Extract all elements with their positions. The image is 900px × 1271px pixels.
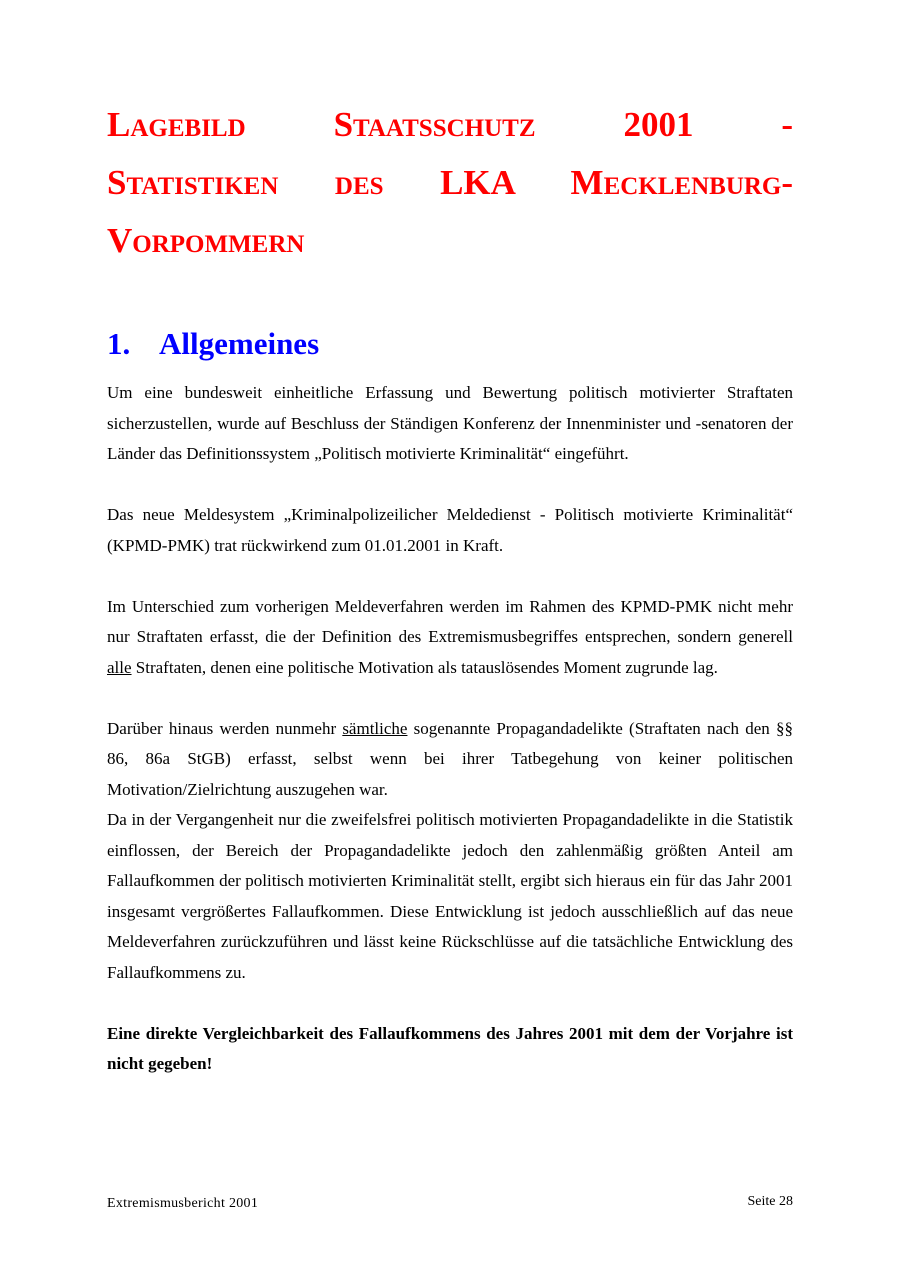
title-word: Lagebild	[107, 105, 246, 144]
title-word: LKA	[440, 163, 514, 202]
title-word: 2001	[623, 105, 694, 144]
footer-report-title: Extremismusbericht 2001	[107, 1196, 259, 1211]
document-title	[107, 96, 793, 270]
paragraph-2: Das neue Meldesystem „Kriminalpolizeilicher Meldedienst - Politisch motivierte Kriminalität“ (KPMD-PMK) trat rückwirkend zum 01.01.2001 in Kraft.	[107, 505, 793, 555]
paragraph-6-bold-note: Eine direkte Vergleichbarkeit des Fallaufkommens des Jahres 2001 mit dem der Vorjahre ist nicht gegeben!	[107, 1023, 793, 1073]
title-line-2	[107, 154, 793, 212]
paragraph-3	[107, 592, 793, 684]
section-title: Allgemeines	[159, 326, 320, 361]
paragraph-4	[107, 714, 793, 806]
title-line-1	[107, 96, 793, 154]
section-heading	[107, 326, 319, 362]
paragraph-3-text: Im Unterschied zum vorherigen Meldeverfahren werden im Rahmen des KPMD-PMK nicht mehr nur Straftaten erfasst, die der Definition des Extremismusbegriffes entsprechen, sondern generell	[107, 596, 793, 646]
title-line-3	[107, 212, 793, 270]
paragraph-4-text: Darüber hinaus werden nunmehr	[107, 718, 343, 738]
paragraph-1: Um eine bundesweit einheitliche Erfassung und Bewertung politisch motivierter Straftaten sicherzustellen, wurde auf Beschluss der Ständigen Konferenz der Innenminister und -senatoren der Länder das Definitionssystem „Politisch motivierte Kriminalität“ eingeführt.	[107, 383, 793, 463]
paragraph-3-text-end: Straftaten, denen eine politische Motivation als tatauslösendes Moment zugrunde lag.	[131, 657, 718, 677]
title-word: des	[334, 163, 384, 202]
body-text	[107, 378, 793, 1080]
title-word: Statistiken	[107, 163, 279, 202]
paragraph-5: Da in der Vergangenheit nur die zweifelsfrei politisch motivierten Propagandadelikte in die Statistik einflossen, der Bereich der Propagandadelikte jedoch den zahlenmäßig größten Anteil am Fallaufkommen der politisch motivierten Kriminalität stellt, ergibt sich hieraus ein für das Jahr 2001 insgesamt vergrößertes Fallaufkommen. Diese Entwicklung ist jedoch ausschließlich auf das neue Meldeverfahren zurückzuführen und lässt keine Rückschlüsse auf die tatsächliche Entwicklung des Fallaufkommens zu.	[107, 810, 793, 982]
section-number: 1.	[107, 326, 131, 361]
title-word: -	[781, 105, 794, 144]
title-word: Vorpommern	[107, 221, 305, 260]
emphasis-alle: alle	[107, 657, 132, 677]
paragraph-4-text-end: sogenannte Propagandadelikte (Straftaten nach den §§ 86, 86a StGB) erfasst, selbst wenn bei ihrer Tatbegehung von keiner politischen Motivation/Zielrichtung auszugehen war.	[107, 718, 793, 799]
title-word: Staatsschutz	[333, 105, 536, 144]
emphasis-saemtliche: sämtliche	[342, 718, 408, 738]
title-word: Mecklenburg-	[570, 163, 794, 202]
footer-page-number: Seite 28	[747, 1194, 793, 1209]
